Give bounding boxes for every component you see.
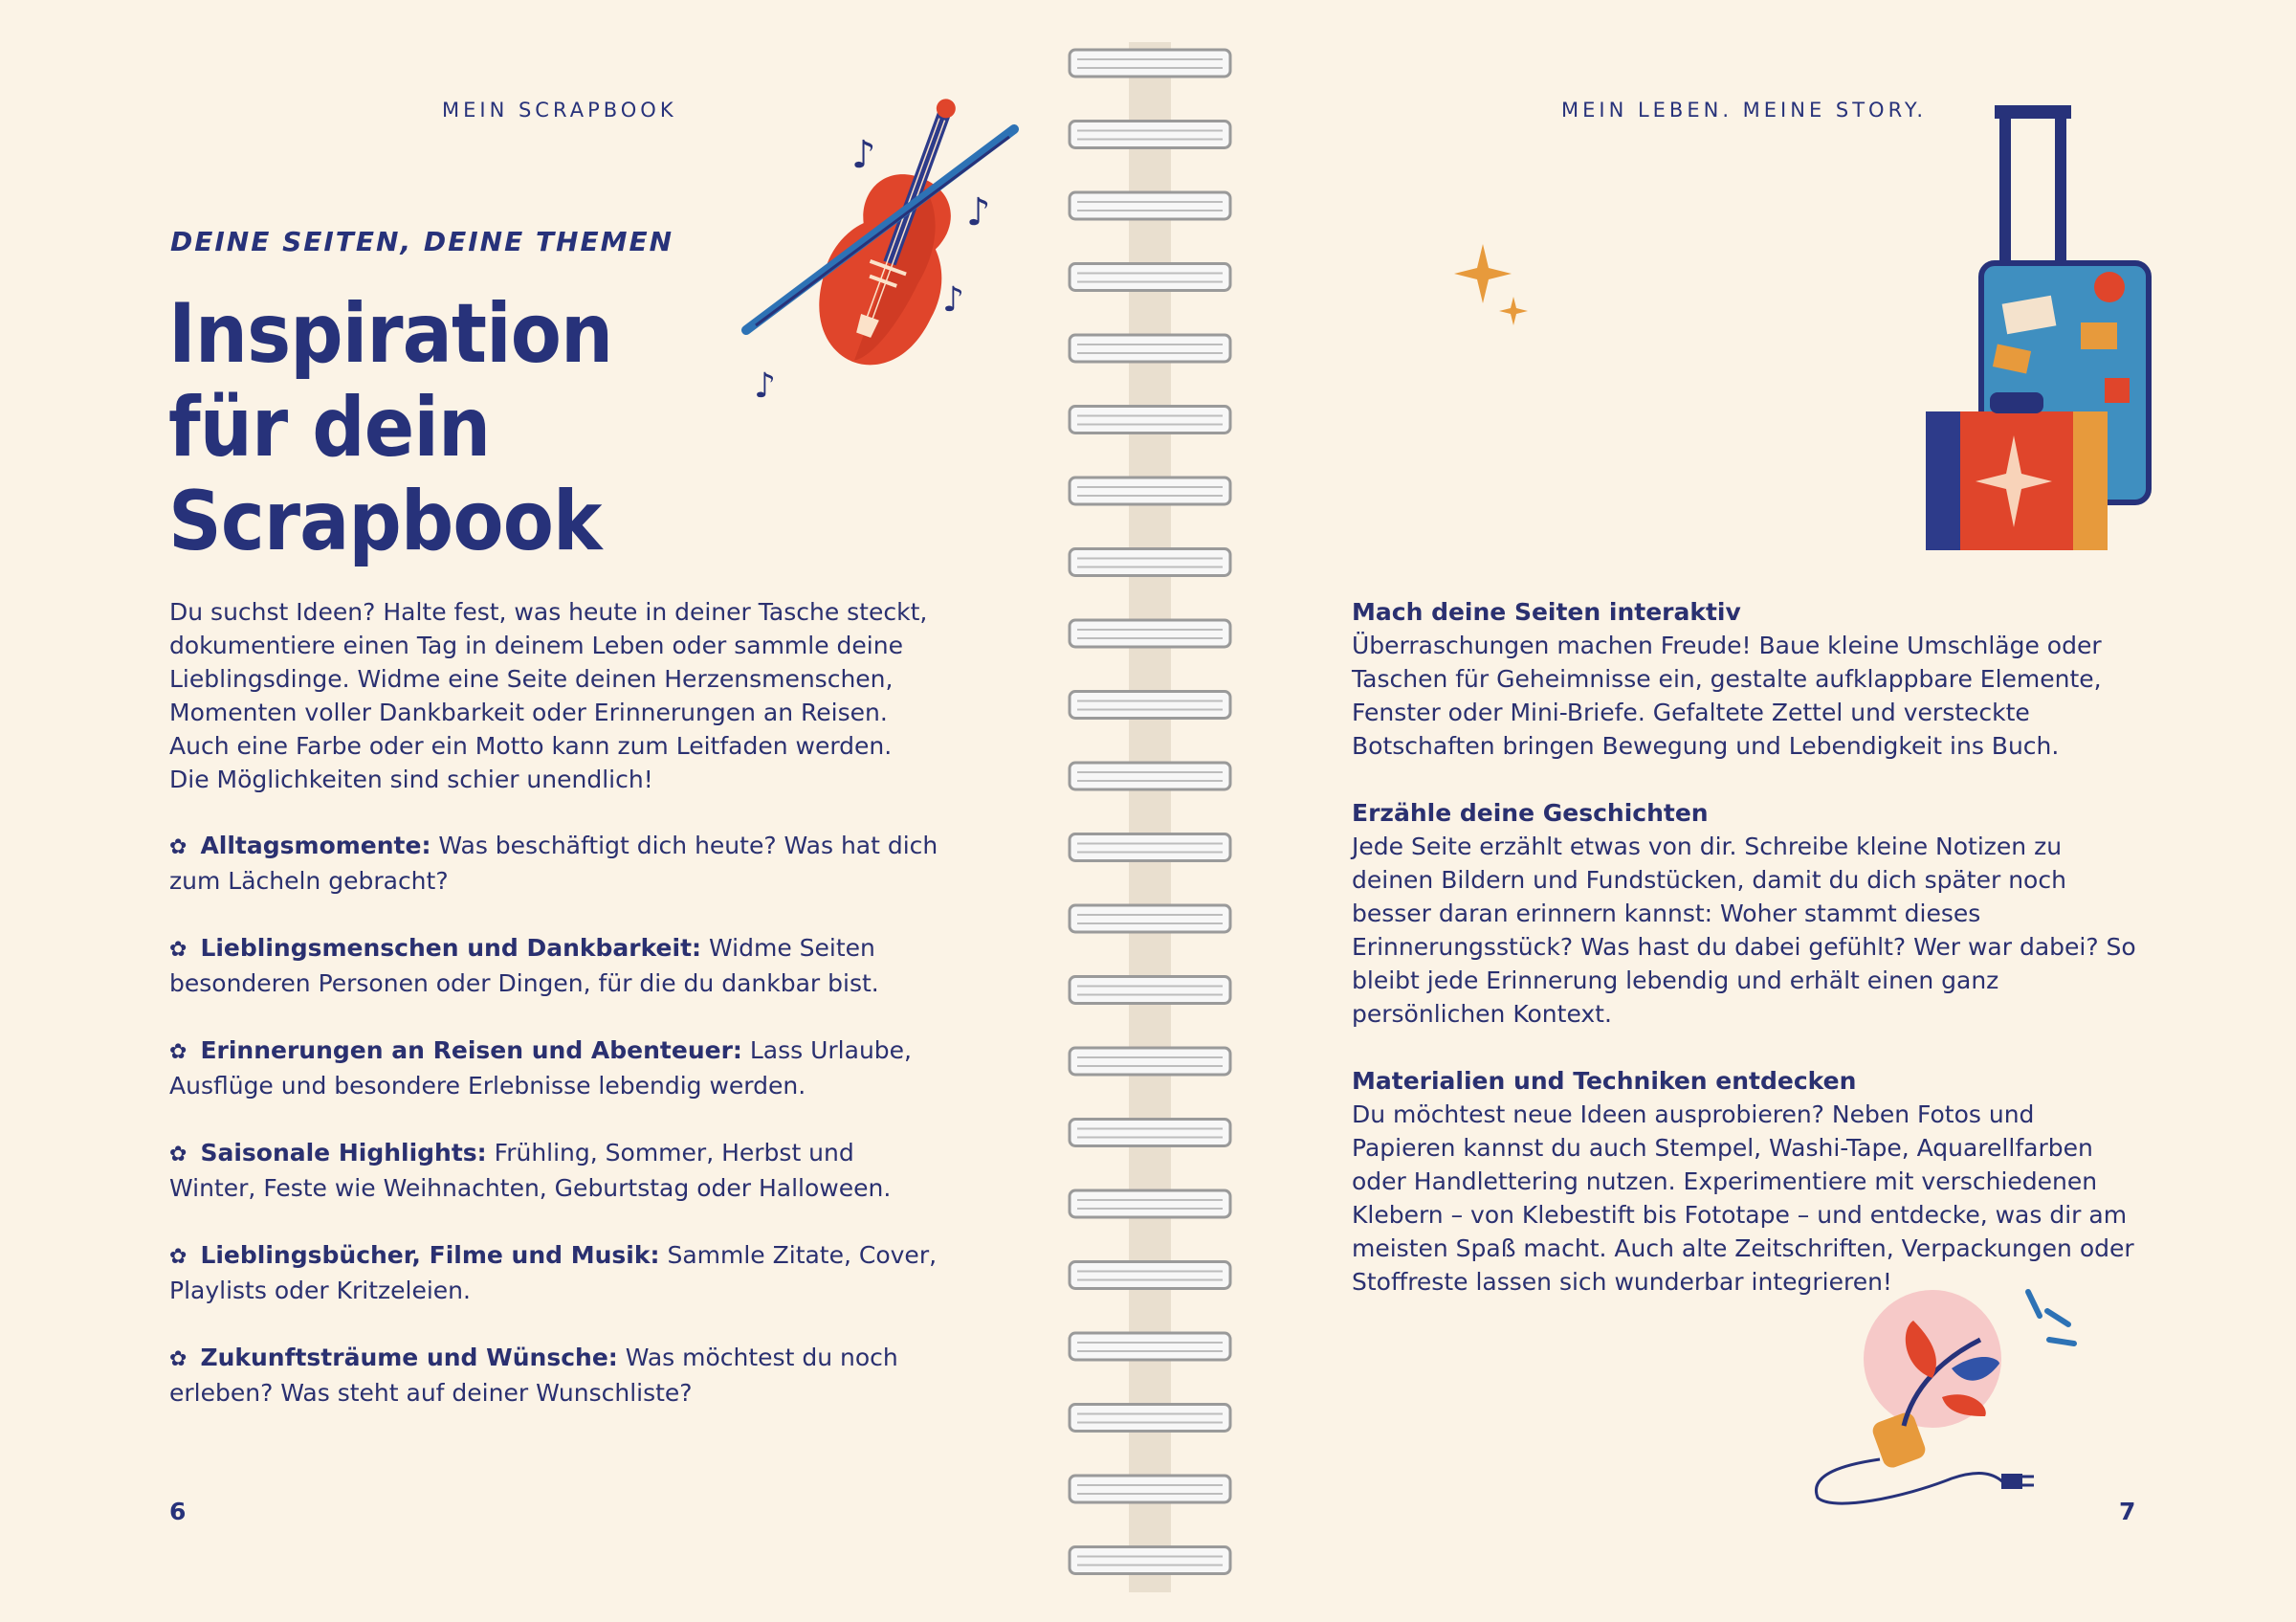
section-heading: Materialien und Techniken entdecken [1352,1067,1857,1095]
page-title: Inspiration für dein Scrapbook [168,286,613,569]
flower-icon: ✿ [169,1040,188,1064]
tips-column [1352,595,2136,1332]
flower-icon: ✿ [169,835,188,859]
right-page [1158,0,2296,1622]
list-item: ✿ Lieblingsbücher, Filme und Musik: Sammle Zitate, Cover, Playlists oder Kritzeleien. [169,1241,938,1304]
list-item: ✿ Saisonale Highlights: Frühling, Sommer, Herbst und Winter, Feste wie Weihnachten, Geburtstag oder Halloween. [169,1139,892,1202]
list-item: ✿ Lieblingsmenschen und Dankbarkeit: Widme Seiten besonderen Personen oder Dingen, für die du dankbar bist. [169,934,879,997]
intro-paragraph: Du suchst Ideen? Halte fest, was heute in deiner Tasche steckt, dokumentiere einen Tag in deinem Leben oder sammle deine Lieblingsdinge. Widme eine Seite deinen Herzensmenschen, Momenten voller Dankbarkeit oder Erinnerungen an Reisen. Auch eine Farbe oder ein Motto kann zum Leitfaden werden. Die Möglichkeiten sind schier unendlich! [169,598,928,793]
lightbulb-plant-icon [1789,1282,2095,1512]
list-item: ✿ Alltagsmomente: Was beschäftigt dich heute? Was hat dich zum Lächeln gebracht? [169,832,938,895]
page-number-left: 6 [169,1498,187,1525]
section-materialien [1352,1064,2136,1299]
list-item: ✿ Erinnerungen an Reisen und Abenteuer: Lass Urlaube, Ausflüge und besondere Erlebnisse lebendig werden. [169,1036,912,1100]
svg-text:♪: ♪ [754,367,776,406]
flower-icon: ✿ [169,1143,188,1167]
flower-icon: ✿ [169,1347,188,1371]
section-interaktiv [1352,595,2136,763]
suitcase-icon [1918,100,2157,560]
sparkle-icon [1449,239,1535,335]
violin-icon [737,81,1033,426]
svg-text:♪: ♪ [851,133,876,177]
section-text: Du möchtest neue Ideen ausprobieren? Neben Fotos und Papieren kannst du auch Stempel, Washi-Tape, Aquarellfarben oder Handlettering nutzen. Experimentiere mit verschiedenen Klebern – von Klebestift bis Fototape – und entdecke, was dir am meisten Spaß macht. Auch alte Zeitschriften, Verpackungen oder Stoffreste lassen sich wunderbar integrieren! [1352,1100,2134,1296]
page-number-right: 7 [2119,1498,2136,1525]
section-text: Jede Seite erzählt etwas von dir. Schreibe kleine Notizen zu deinen Bildern und Fundstücken, damit du dich später noch besser daran erinnern kannst: Woher stammt dieses Erinnerungsstück? Was hast du dabei gefühlt? Wer war dabei? So bleibt jede Erinnerung lebendig und erhält einen ganz persönlichen Kontext. [1352,833,2136,1028]
section-geschichten [1352,796,2136,1031]
ideas-list [169,829,944,1443]
svg-text:♪: ♪ [966,190,991,234]
list-item: ✿ Zukunftsträume und Wünsche: Was möchtest du noch erleben? Was steht auf deiner Wunschliste? [169,1344,898,1407]
flower-icon: ✿ [169,1245,188,1269]
running-head-left: MEIN SCRAPBOOK [442,99,677,122]
section-heading: Mach deine Seiten interaktiv [1352,598,1741,626]
left-page [0,0,1138,1622]
flower-icon: ✿ [169,938,188,962]
section-text: Überraschungen machen Freude! Baue kleine Umschläge oder Taschen für Geheimnisse ein, gestalte aufklappbare Elemente, Fenster oder Mini-Briefe. Gefaltete Zettel und versteckte Botschaften bringen Bewegung und Lebendigkeit ins Buch. [1352,632,2102,760]
section-heading: Erzähle deine Geschichten [1352,799,1709,827]
running-head-right: MEIN LEBEN. MEINE STORY. [1561,99,1928,122]
kicker: DEINE SEITEN, DEINE THEMEN [170,226,674,257]
svg-text:♪: ♪ [942,280,964,320]
